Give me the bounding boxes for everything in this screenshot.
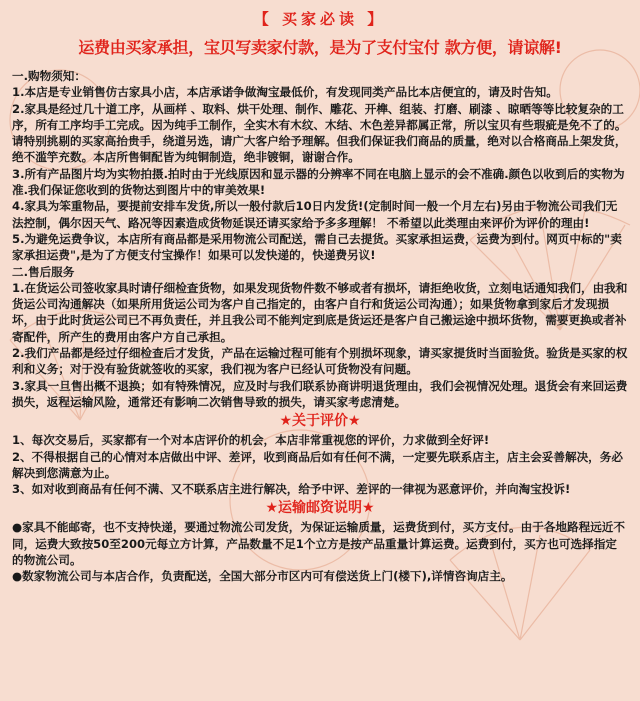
shipping-item-2: ●数家物流公司与本店合作，负责配送，全国大部分市区内可有偿送货上门(楼下),详情咨询店主。 [12, 569, 513, 584]
after-sales-item-1: 1.在货运公司签收家具时请仔细检查货物，如果发现货物件数不够或者有损坏，请拒绝收货，立刻电话通知我们，由我和货运公司沟通解决（如果所用货运公司为客户自己指定的，由客户自行和货运公司沟通）；如果货物拿到家后才发现损坏，由于此时货运公司已不再负责任，并且我公司不能判定到底是货运还是客户自己搬运途中损坏货物，需要更换或者补寄配件，所产生的费用由客户方自己承担。 [12, 280, 628, 344]
review-item-1: 1、每次交易后，买家都有一个对本店评价的机会，本店非常重视您的评价，力求做到全好评! [12, 433, 490, 448]
notice-content [12, 68, 628, 585]
after-sales-item-3: 3.家具一旦售出概不退换；如有特殊情况，应及时与我们联系协商讲明退货理由，我们会视情况处理。退货会有来回运费损失，返程运输风险，通常还有影响二次销售导致的损失，请买家考虑清楚。 [12, 378, 628, 409]
after-sales-item-2: 2.我们产品都是经过仔细检查后才发货，产品在运输过程可能有个别损坏现象，请买家提货时当面验货。验货是买家的权利和义务；对于没有验货就签收的买家，我们视为客户已经认可货物没有问题。 [12, 346, 628, 377]
shipping-banner: 运费由买家承担，宝贝写卖家付款，是为了支付宝付 款方便，请谅解! [78, 38, 562, 57]
page-title: 【 买家必读 】 [253, 10, 387, 28]
shipping-item-1: ●家具不能邮寄，也不支持快递，要通过物流公司发货，为保证运输质量，运费货到付，买方支付。由于各地路程远近不同，运费大致按50至200元每立方计算，产品数量不足1个立方是按产品重量计算运费。运费到付，买方也可选择指定的物流公司。 [12, 520, 625, 568]
purchase-item-5: 5.为避免运费争议，本店所有商品都是采用物流公司配送，需自己去提货。买家承担运费，运费为到付。网页中标的"卖家承担运费",是为了方便支付宝操作！如果可以发快递的，快递费另议! [12, 231, 622, 263]
purchase-item-2: 2.家具是经过几十道工序，从画样 、取料、烘干处理、制作、雕花、开榫、组装、打磨、刷漆 、晾晒等等比较复杂的工序，所有工序均手工完成。因为纯手工制作，全实木有木纹、木结、木色差异都属正常，所以宝贝有些瑕疵是免不了的。请特别挑剔的买家高抬贵手，绕道另选，请广大客户给予理解。但我们保证我们商品的质量，绝对以合格商品上架发货，绝不滥竽充数。本店所售铜配皆为纯铜制造，绝非镀铜，谢谢合作。 [12, 101, 627, 165]
section-heading-shipping: ★运输邮资说明★ [265, 500, 375, 517]
section-heading-after-sales: 二.售后服务 [12, 264, 75, 279]
purchase-item-3: 3.所有产品图片均为实物拍摄.拍时由于光线原因和显示器的分辨率不同在电脑上显示的会不准确.颜色以收到后的实物为准.我们保证您收到的货物达到图片中的审美效果! [12, 166, 625, 198]
review-item-3: 3、如对收到商品有任何不满、又不联系店主进行解决，给予中评、差评的一律视为恶意评价，并向淘宝投诉! [12, 482, 571, 497]
section-heading-purchase: 一.购物须知： [12, 69, 86, 83]
purchase-item-4: 4.家具为笨重物品，要提前安排车发货,所以一般付款后10日内发货!(定制时间一般一个月左右)另由于物流公司我们无法控制，偶尔因天气、路况等因素造成货物延误还请买家给予多多理解！ 不希望以此类理由来评价为评价的理由! [12, 199, 618, 230]
section-heading-review: ★关于评价★ [279, 413, 361, 430]
review-item-2: 2、不得根据自己的心情对本店做出中评、差评，收到商品后如有任何不满，一定要先联系店主，店主会妥善解决，务必解决到您满意为止。 [12, 449, 623, 480]
purchase-item-1: 1.本店是专业销售仿古家具小店，本店承诺争做淘宝最低价，有发现同类产品比本店便宜的，请及时告知。 [12, 85, 558, 100]
